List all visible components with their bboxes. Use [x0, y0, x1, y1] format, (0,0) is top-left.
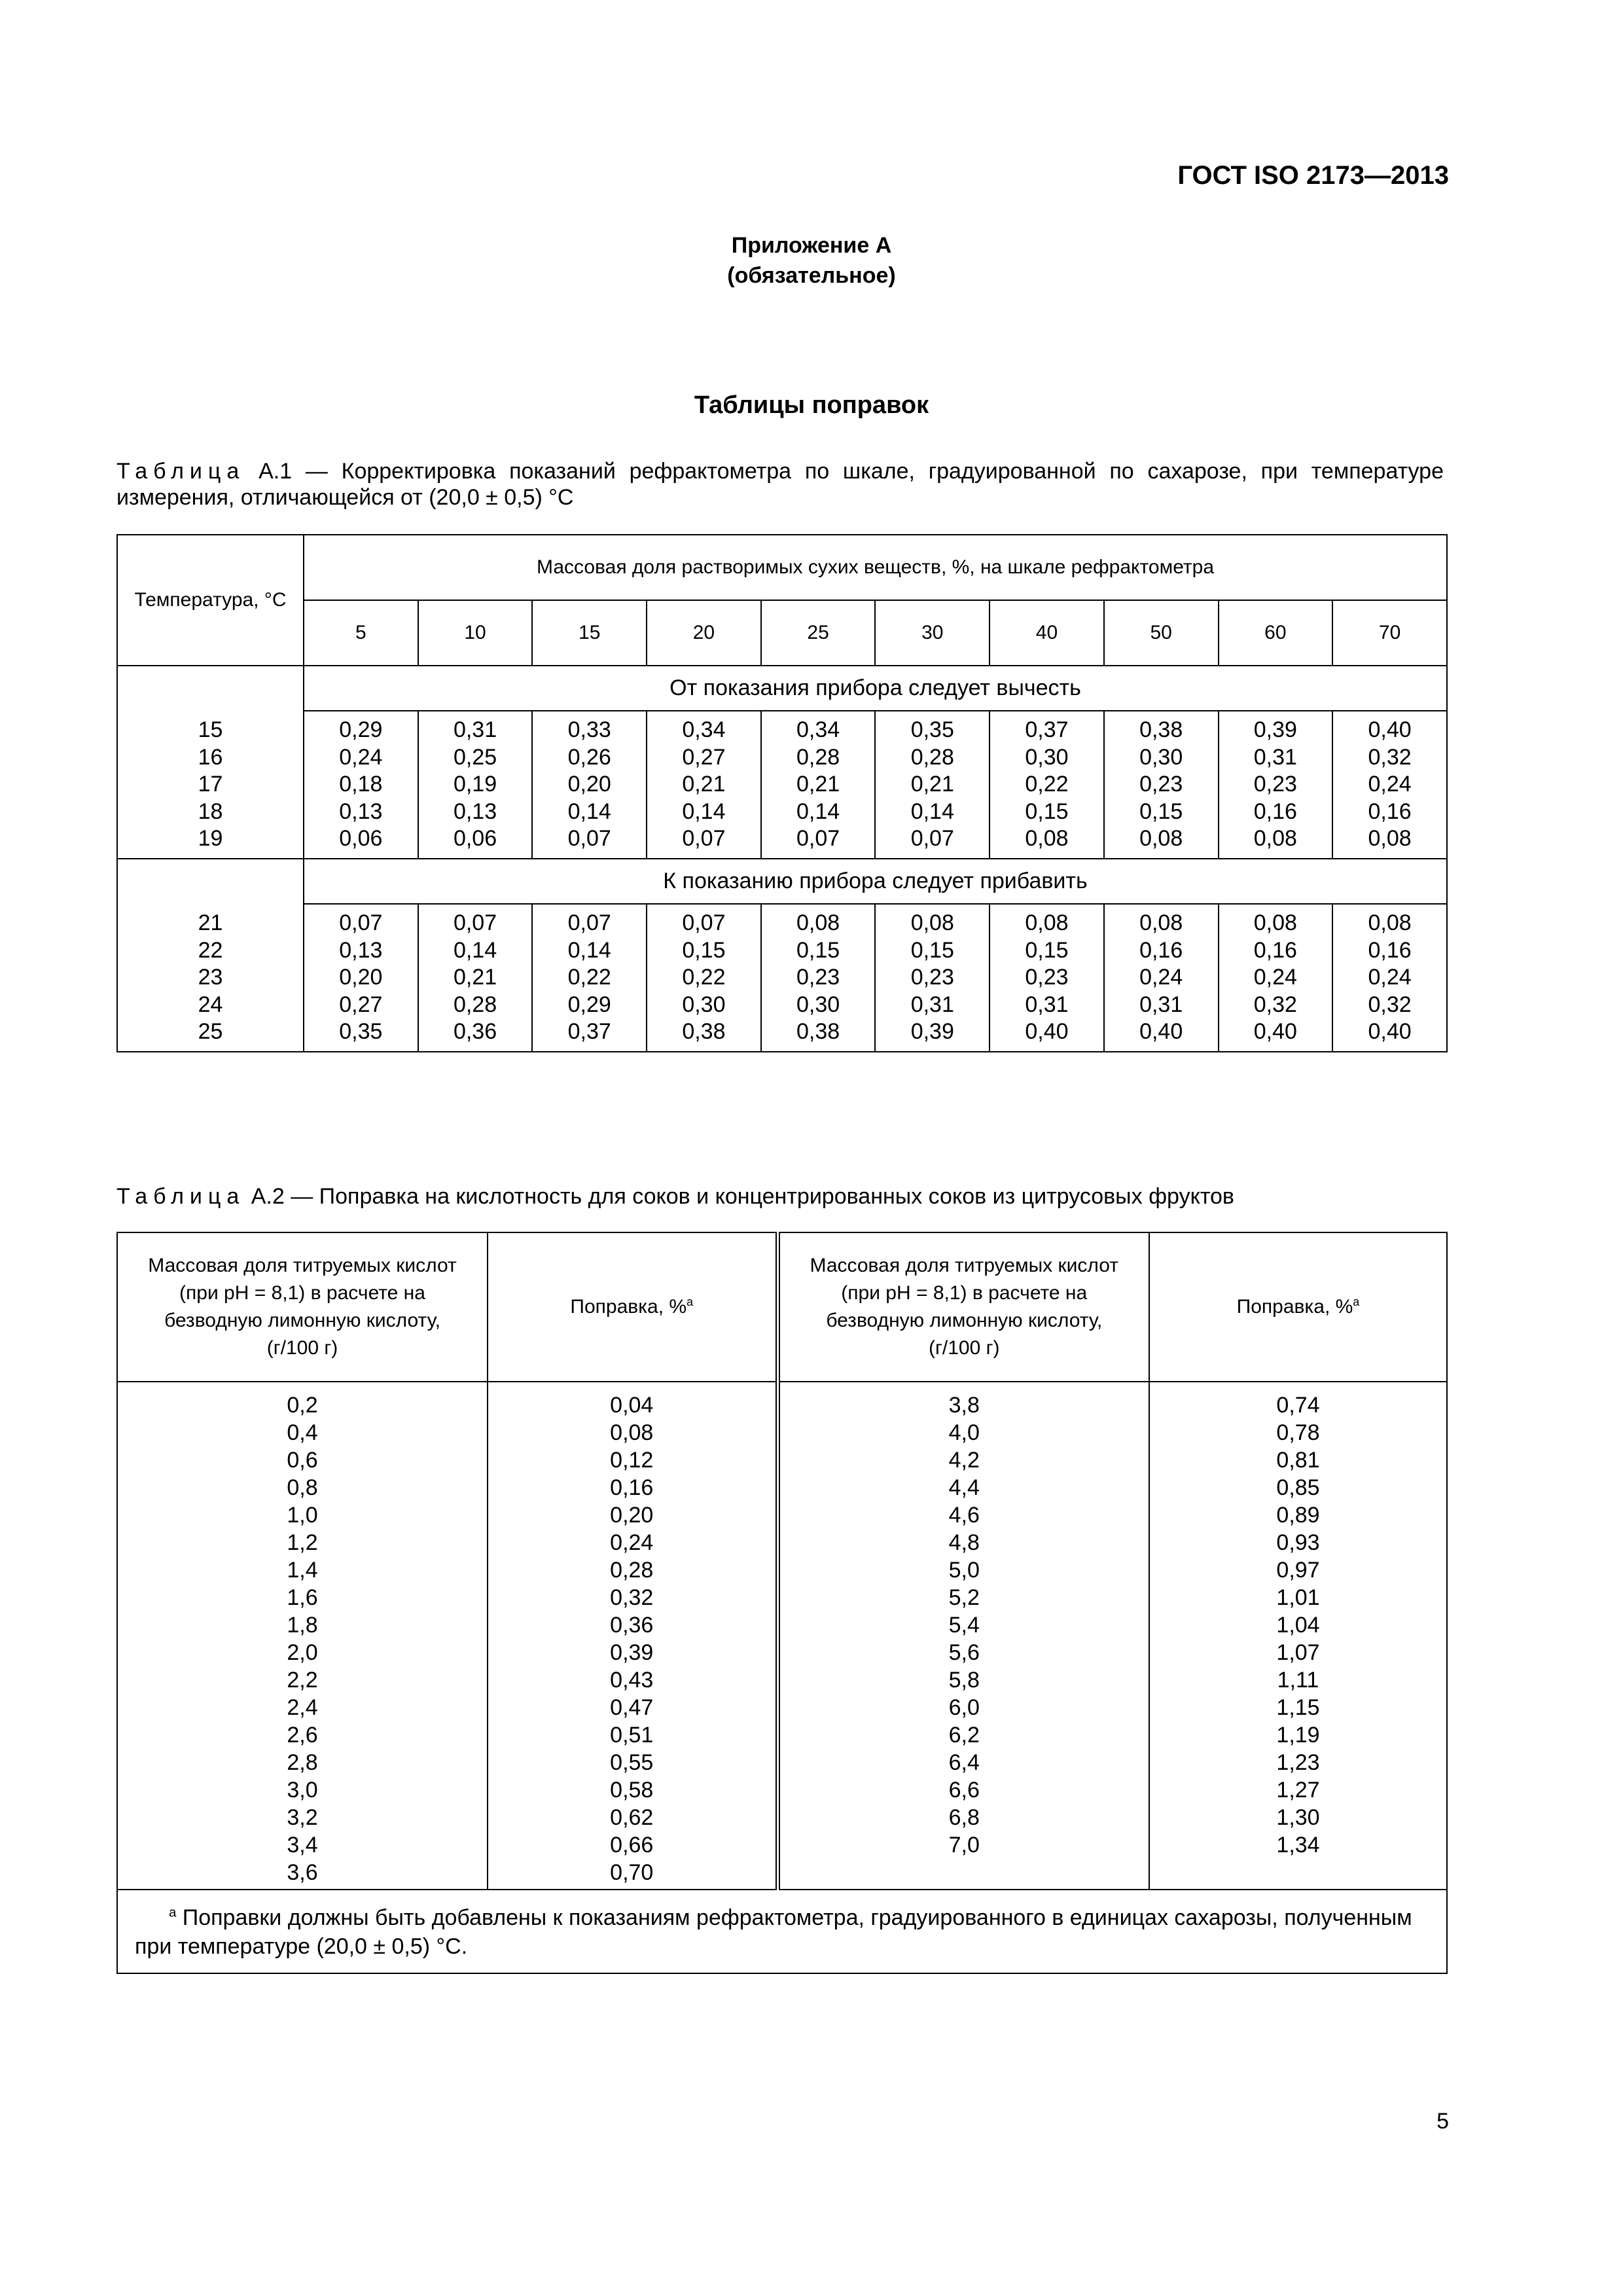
acid-value: 2,6: [287, 1723, 318, 1748]
table-cell: 0,16: [1368, 937, 1412, 963]
table-cell: 0,28: [453, 992, 497, 1017]
acidity-correction-table: [116, 1232, 1448, 1974]
table-cell: 0,20: [567, 772, 611, 797]
acid-value: 6,2: [948, 1723, 980, 1748]
column-header: 10: [418, 600, 533, 666]
acid-value: 0,4: [287, 1420, 318, 1445]
value-column: [418, 711, 533, 859]
correction-value: 0,78: [1276, 1420, 1320, 1445]
table-cell: 0,07: [796, 826, 840, 852]
footnote-mark: а: [169, 1905, 177, 1920]
table-cell: 0,14: [682, 798, 726, 824]
value-column: [418, 904, 533, 1052]
table-cell: 0,23: [796, 965, 840, 990]
acid-value: 3,4: [287, 1833, 318, 1857]
table-cell: 0,08: [1253, 826, 1297, 852]
value-column: [647, 904, 761, 1052]
table-cell: 0,40: [1139, 1019, 1183, 1045]
correction-value: 1,15: [1276, 1695, 1320, 1720]
correction-value: 0,93: [1276, 1530, 1320, 1555]
column-header: 60: [1219, 600, 1333, 666]
acid-value: 1,8: [287, 1613, 318, 1638]
table-cell: 0,08: [1139, 826, 1183, 852]
acid-value: 6,8: [948, 1805, 980, 1830]
table-cell: 0,08: [1368, 826, 1412, 852]
value-column: [761, 904, 876, 1052]
table-cell: 0,34: [796, 717, 840, 742]
table1-caption-label: Таблица: [116, 459, 245, 484]
table-cell: 0,08: [1025, 910, 1069, 935]
acid-value: 2,2: [287, 1668, 318, 1693]
table-cell: 0,13: [339, 937, 383, 963]
correction-value: 0,58: [610, 1778, 654, 1803]
table-cell: 0,23: [1139, 772, 1183, 797]
right-acid-column: [777, 1382, 1149, 1890]
acid-value: 0,2: [287, 1393, 318, 1418]
correction-value: 0,24: [610, 1530, 654, 1555]
table-cell: 0,30: [1139, 744, 1183, 770]
acid-value: 1,0: [287, 1503, 318, 1528]
correction-value: 0,62: [610, 1805, 654, 1830]
table-cell: 0,06: [339, 826, 383, 852]
add-label: К показанию прибора следует прибавить: [304, 859, 1447, 904]
correction-header-text: Поправка, %: [1236, 1296, 1353, 1318]
table1-caption: [116, 458, 1444, 511]
table-cell: 0,14: [567, 798, 611, 824]
correction-value: 0,51: [610, 1723, 654, 1748]
temperature-value: 19: [198, 826, 223, 852]
temperature-value: 22: [198, 937, 223, 963]
correction-value: 1,19: [1276, 1723, 1320, 1748]
table-cell: 0,23: [1025, 965, 1069, 990]
correction-value: 0,43: [610, 1668, 654, 1693]
acid-value: 2,8: [287, 1750, 318, 1775]
value-column: [875, 904, 990, 1052]
table-cell: 0,40: [1368, 717, 1412, 742]
table-cell: 0,30: [1025, 744, 1069, 770]
correction-value: 0,08: [610, 1420, 654, 1445]
column-header: 20: [647, 600, 761, 666]
table-cell: 0,35: [910, 717, 954, 742]
acid-value: 1,2: [287, 1530, 318, 1555]
value-column: [1332, 711, 1447, 859]
table2-caption-label: Таблица: [116, 1184, 245, 1209]
acid-value: 2,0: [287, 1640, 318, 1665]
acid-header-line: безводную лимонную кислоту,: [826, 1310, 1103, 1331]
left-correction-column: [488, 1382, 777, 1890]
table2-caption-text: А.2 — Поправка на кислотность для соков и концентрированных соков из цитрусовых фруктов: [245, 1184, 1234, 1209]
temperature-value: 23: [198, 965, 223, 990]
correction-value: 0,04: [610, 1393, 654, 1418]
correction-value: 0,70: [610, 1860, 654, 1885]
table-cell: 0,24: [1368, 965, 1412, 990]
correction-value: 1,30: [1276, 1805, 1320, 1830]
page-number: 5: [1436, 2109, 1449, 2134]
value-column: [990, 904, 1104, 1052]
table-cell: 0,18: [339, 772, 383, 797]
col-group-header: Массовая доля растворимых сухих веществ, %, на шкале рефрактометра: [304, 535, 1447, 600]
table-cell: 0,07: [339, 910, 383, 935]
table-cell: 0,29: [567, 992, 611, 1017]
left-acid-column: [117, 1382, 488, 1890]
document-id: ГОСТ ISO 2173—2013: [1177, 161, 1449, 190]
acid-value: 1,6: [287, 1585, 318, 1610]
table-cell: 0,15: [1025, 798, 1069, 824]
value-column: [304, 904, 418, 1052]
table-cell: 0,40: [1253, 1019, 1297, 1045]
temperature-value: 17: [198, 772, 223, 797]
table-cell: 0,08: [796, 910, 840, 935]
table-cell: 0,24: [1253, 965, 1297, 990]
value-column: [990, 711, 1104, 859]
value-column: [1104, 711, 1219, 859]
acid-value: 4,2: [948, 1448, 980, 1473]
table-cell: 0,28: [910, 744, 954, 770]
value-column: [761, 711, 876, 859]
table-cell: 0,31: [1253, 744, 1297, 770]
acid-value: 5,0: [948, 1558, 980, 1583]
value-column: [532, 904, 647, 1052]
correction-value: 0,47: [610, 1695, 654, 1720]
table-cell: 0,14: [910, 798, 954, 824]
table-cell: 0,25: [453, 744, 497, 770]
table-cell: 0,32: [1253, 992, 1297, 1017]
table-cell: 0,13: [339, 798, 383, 824]
subtract-label: От показания прибора следует вычесть: [304, 666, 1447, 711]
correction-value: 1,34: [1276, 1833, 1320, 1857]
table-cell: 0,08: [1368, 910, 1412, 935]
refractometer-correction-table: [116, 534, 1448, 1052]
table-cell: 0,22: [567, 965, 611, 990]
acid-value: 6,6: [948, 1778, 980, 1803]
correction-value: 1,07: [1276, 1640, 1320, 1665]
acid-header-line: Массовая доля титруемых кислот: [810, 1255, 1118, 1276]
acid-value: 5,8: [948, 1668, 980, 1693]
table-cell: 0,26: [567, 744, 611, 770]
table-cell: 0,20: [339, 965, 383, 990]
table-cell: 0,07: [910, 826, 954, 852]
acid-value: 5,2: [948, 1585, 980, 1610]
table-cell: 0,40: [1025, 1019, 1069, 1045]
add-temps-cell: [117, 859, 304, 1052]
correction-value: 0,74: [1276, 1393, 1320, 1418]
table-cell: 0,24: [1368, 772, 1412, 797]
table-cell: 0,33: [567, 717, 611, 742]
acid-value: 4,0: [948, 1420, 980, 1445]
table-cell: 0,07: [567, 910, 611, 935]
value-column: [304, 711, 418, 859]
right-correction-column: [1149, 1382, 1447, 1890]
table-cell: 0,14: [567, 937, 611, 963]
acid-header-line: (г/100 г): [928, 1337, 1000, 1359]
acid-header-line: (при pH = 8,1) в расчете на: [179, 1282, 425, 1304]
correction-value: 0,28: [610, 1558, 654, 1583]
acid-value: 7,0: [948, 1833, 980, 1857]
correction-value: 1,04: [1276, 1613, 1320, 1638]
table-cell: 0,36: [453, 1019, 497, 1045]
acid-header-left: [117, 1232, 488, 1382]
table-cell: 0,38: [682, 1019, 726, 1045]
correction-value: 0,89: [1276, 1503, 1320, 1528]
correction-header-right: [1149, 1232, 1447, 1382]
table-cell: 0,27: [682, 744, 726, 770]
value-column: [647, 711, 761, 859]
correction-value: 0,55: [610, 1750, 654, 1775]
correction-header-left: [488, 1232, 777, 1382]
section-title: Таблицы поправок: [694, 391, 929, 419]
table-cell: 0,28: [796, 744, 840, 770]
column-header: 50: [1104, 600, 1219, 666]
table-cell: 0,07: [682, 826, 726, 852]
table-cell: 0,08: [910, 910, 954, 935]
correction-value: 1,27: [1276, 1778, 1320, 1803]
table-cell: 0,32: [1368, 992, 1412, 1017]
acid-value: 0,6: [287, 1448, 318, 1473]
table-cell: 0,39: [910, 1019, 954, 1045]
table-cell: 0,22: [682, 965, 726, 990]
temperature-value: 21: [198, 910, 223, 935]
correction-value: 0,20: [610, 1503, 654, 1528]
table-cell: 0,08: [1139, 910, 1183, 935]
table-cell: 0,08: [1253, 910, 1297, 935]
table-cell: 0,22: [1025, 772, 1069, 797]
column-header: 30: [875, 600, 990, 666]
acid-header-line: (при pH = 8,1) в расчете на: [841, 1282, 1088, 1304]
table1-caption-text: А.1 — Корректировка показаний рефрактометра по шкале, градуированной по сахарозе, при температуре измерения, отличающейся от (20,0 ± 0,5) °С: [116, 459, 1444, 510]
table-cell: 0,15: [1139, 798, 1183, 824]
table-cell: 0,38: [1139, 717, 1183, 742]
correction-value: 0,66: [610, 1833, 654, 1857]
table-cell: 0,23: [1253, 772, 1297, 797]
table-cell: 0,19: [453, 772, 497, 797]
acid-value: 4,8: [948, 1530, 980, 1555]
footnote-text: Поправки должны быть добавлены к показаниям рефрактометра, градуированного в единицах сахарозы, полученным при температуре (20,0 ± 0,5) °С.: [135, 1905, 1412, 1959]
acid-value: 3,2: [287, 1805, 318, 1830]
table-cell: 0,40: [1368, 1019, 1412, 1045]
value-column: [1219, 904, 1333, 1052]
column-header: 70: [1332, 600, 1447, 666]
correction-value: 1,11: [1277, 1668, 1319, 1693]
temperature-value: 16: [198, 744, 223, 770]
temperature-value: 18: [198, 798, 223, 824]
column-header: 25: [761, 600, 876, 666]
acid-value: 6,0: [948, 1695, 980, 1720]
correction-value: 0,97: [1276, 1558, 1320, 1583]
correction-value: 0,36: [610, 1613, 654, 1638]
table-cell: 0,16: [1139, 937, 1183, 963]
table-cell: 0,13: [453, 798, 497, 824]
table-cell: 0,27: [339, 992, 383, 1017]
acid-value: 3,8: [948, 1393, 980, 1418]
table-cell: 0,34: [682, 717, 726, 742]
table-cell: 0,08: [1025, 826, 1069, 852]
acid-value: 3,6: [287, 1860, 318, 1885]
acid-header-right: [777, 1232, 1149, 1382]
acid-header-line: Массовая доля титруемых кислот: [148, 1255, 457, 1276]
acid-value: 5,6: [948, 1640, 980, 1665]
acid-value: 1,4: [287, 1558, 318, 1583]
correction-value: 0,12: [610, 1448, 654, 1473]
table-cell: 0,38: [796, 1019, 840, 1045]
table-cell: 0,30: [796, 992, 840, 1017]
table-cell: 0,21: [682, 772, 726, 797]
temperature-value: 25: [198, 1019, 223, 1045]
acid-header-line: (г/100 г): [266, 1337, 338, 1359]
correction-value: 0,16: [610, 1475, 654, 1500]
acid-value: 4,6: [948, 1503, 980, 1528]
value-column: [1332, 904, 1447, 1052]
correction-value: 1,23: [1276, 1750, 1320, 1775]
correction-value: 0,85: [1276, 1475, 1320, 1500]
acid-value: 4,4: [948, 1475, 980, 1500]
table-cell: 0,15: [910, 937, 954, 963]
table-cell: 0,32: [1368, 744, 1412, 770]
table-cell: 0,30: [682, 992, 726, 1017]
acid-value: 3,0: [287, 1778, 318, 1803]
table-cell: 0,16: [1253, 937, 1297, 963]
table-cell: 0,16: [1253, 798, 1297, 824]
table-cell: 0,15: [682, 937, 726, 963]
table-cell: 0,24: [1139, 965, 1183, 990]
table-cell: 0,31: [1139, 992, 1183, 1017]
table-cell: 0,35: [339, 1019, 383, 1045]
footnote-ref: а: [1353, 1295, 1360, 1308]
column-header: 5: [304, 600, 418, 666]
table-cell: 0,15: [796, 937, 840, 963]
table-cell: 0,31: [910, 992, 954, 1017]
value-column: [875, 711, 990, 859]
table-cell: 0,06: [453, 826, 497, 852]
table-cell: 0,07: [567, 826, 611, 852]
correction-header-text: Поправка, %: [570, 1296, 687, 1318]
table-cell: 0,37: [1025, 717, 1069, 742]
footnote-ref: а: [687, 1295, 694, 1308]
correction-value: 1,01: [1276, 1585, 1320, 1610]
table-cell: 0,07: [453, 910, 497, 935]
column-header: 15: [532, 600, 647, 666]
table-cell: 0,14: [796, 798, 840, 824]
table-cell: 0,39: [1253, 717, 1297, 742]
column-header: 40: [990, 600, 1104, 666]
table-cell: 0,21: [796, 772, 840, 797]
value-column: [532, 711, 647, 859]
table-cell: 0,07: [682, 910, 726, 935]
value-column: [1219, 711, 1333, 859]
acid-header-line: безводную лимонную кислоту,: [164, 1310, 440, 1331]
table-cell: 0,23: [910, 965, 954, 990]
table-cell: 0,37: [567, 1019, 611, 1045]
table-cell: 0,24: [339, 744, 383, 770]
row-header: Температура, °С: [117, 535, 304, 666]
correction-value: 0,39: [610, 1640, 654, 1665]
table-cell: 0,16: [1368, 798, 1412, 824]
acid-value: 2,4: [287, 1695, 318, 1720]
value-column: [1104, 904, 1219, 1052]
table-cell: 0,31: [453, 717, 497, 742]
table2-caption: [116, 1183, 1444, 1210]
acid-value: 5,4: [948, 1613, 980, 1638]
table-cell: 0,29: [339, 717, 383, 742]
subtract-temps-cell: [117, 666, 304, 859]
annex-title: Приложение А: [731, 233, 892, 258]
table-cell: 0,21: [910, 772, 954, 797]
temperature-value: 15: [198, 717, 223, 742]
table2-footnote: [117, 1890, 1447, 1973]
annex-status: (обязательное): [727, 263, 896, 288]
acid-value: 6,4: [948, 1750, 980, 1775]
temperature-value: 24: [198, 992, 223, 1017]
acid-value: 0,8: [287, 1475, 318, 1500]
table-cell: 0,15: [1025, 937, 1069, 963]
annex-heading: [0, 230, 1623, 291]
table-cell: 0,14: [453, 937, 497, 963]
correction-value: 0,81: [1276, 1448, 1320, 1473]
correction-value: 0,32: [610, 1585, 654, 1610]
table-cell: 0,21: [453, 965, 497, 990]
table-cell: 0,31: [1025, 992, 1069, 1017]
